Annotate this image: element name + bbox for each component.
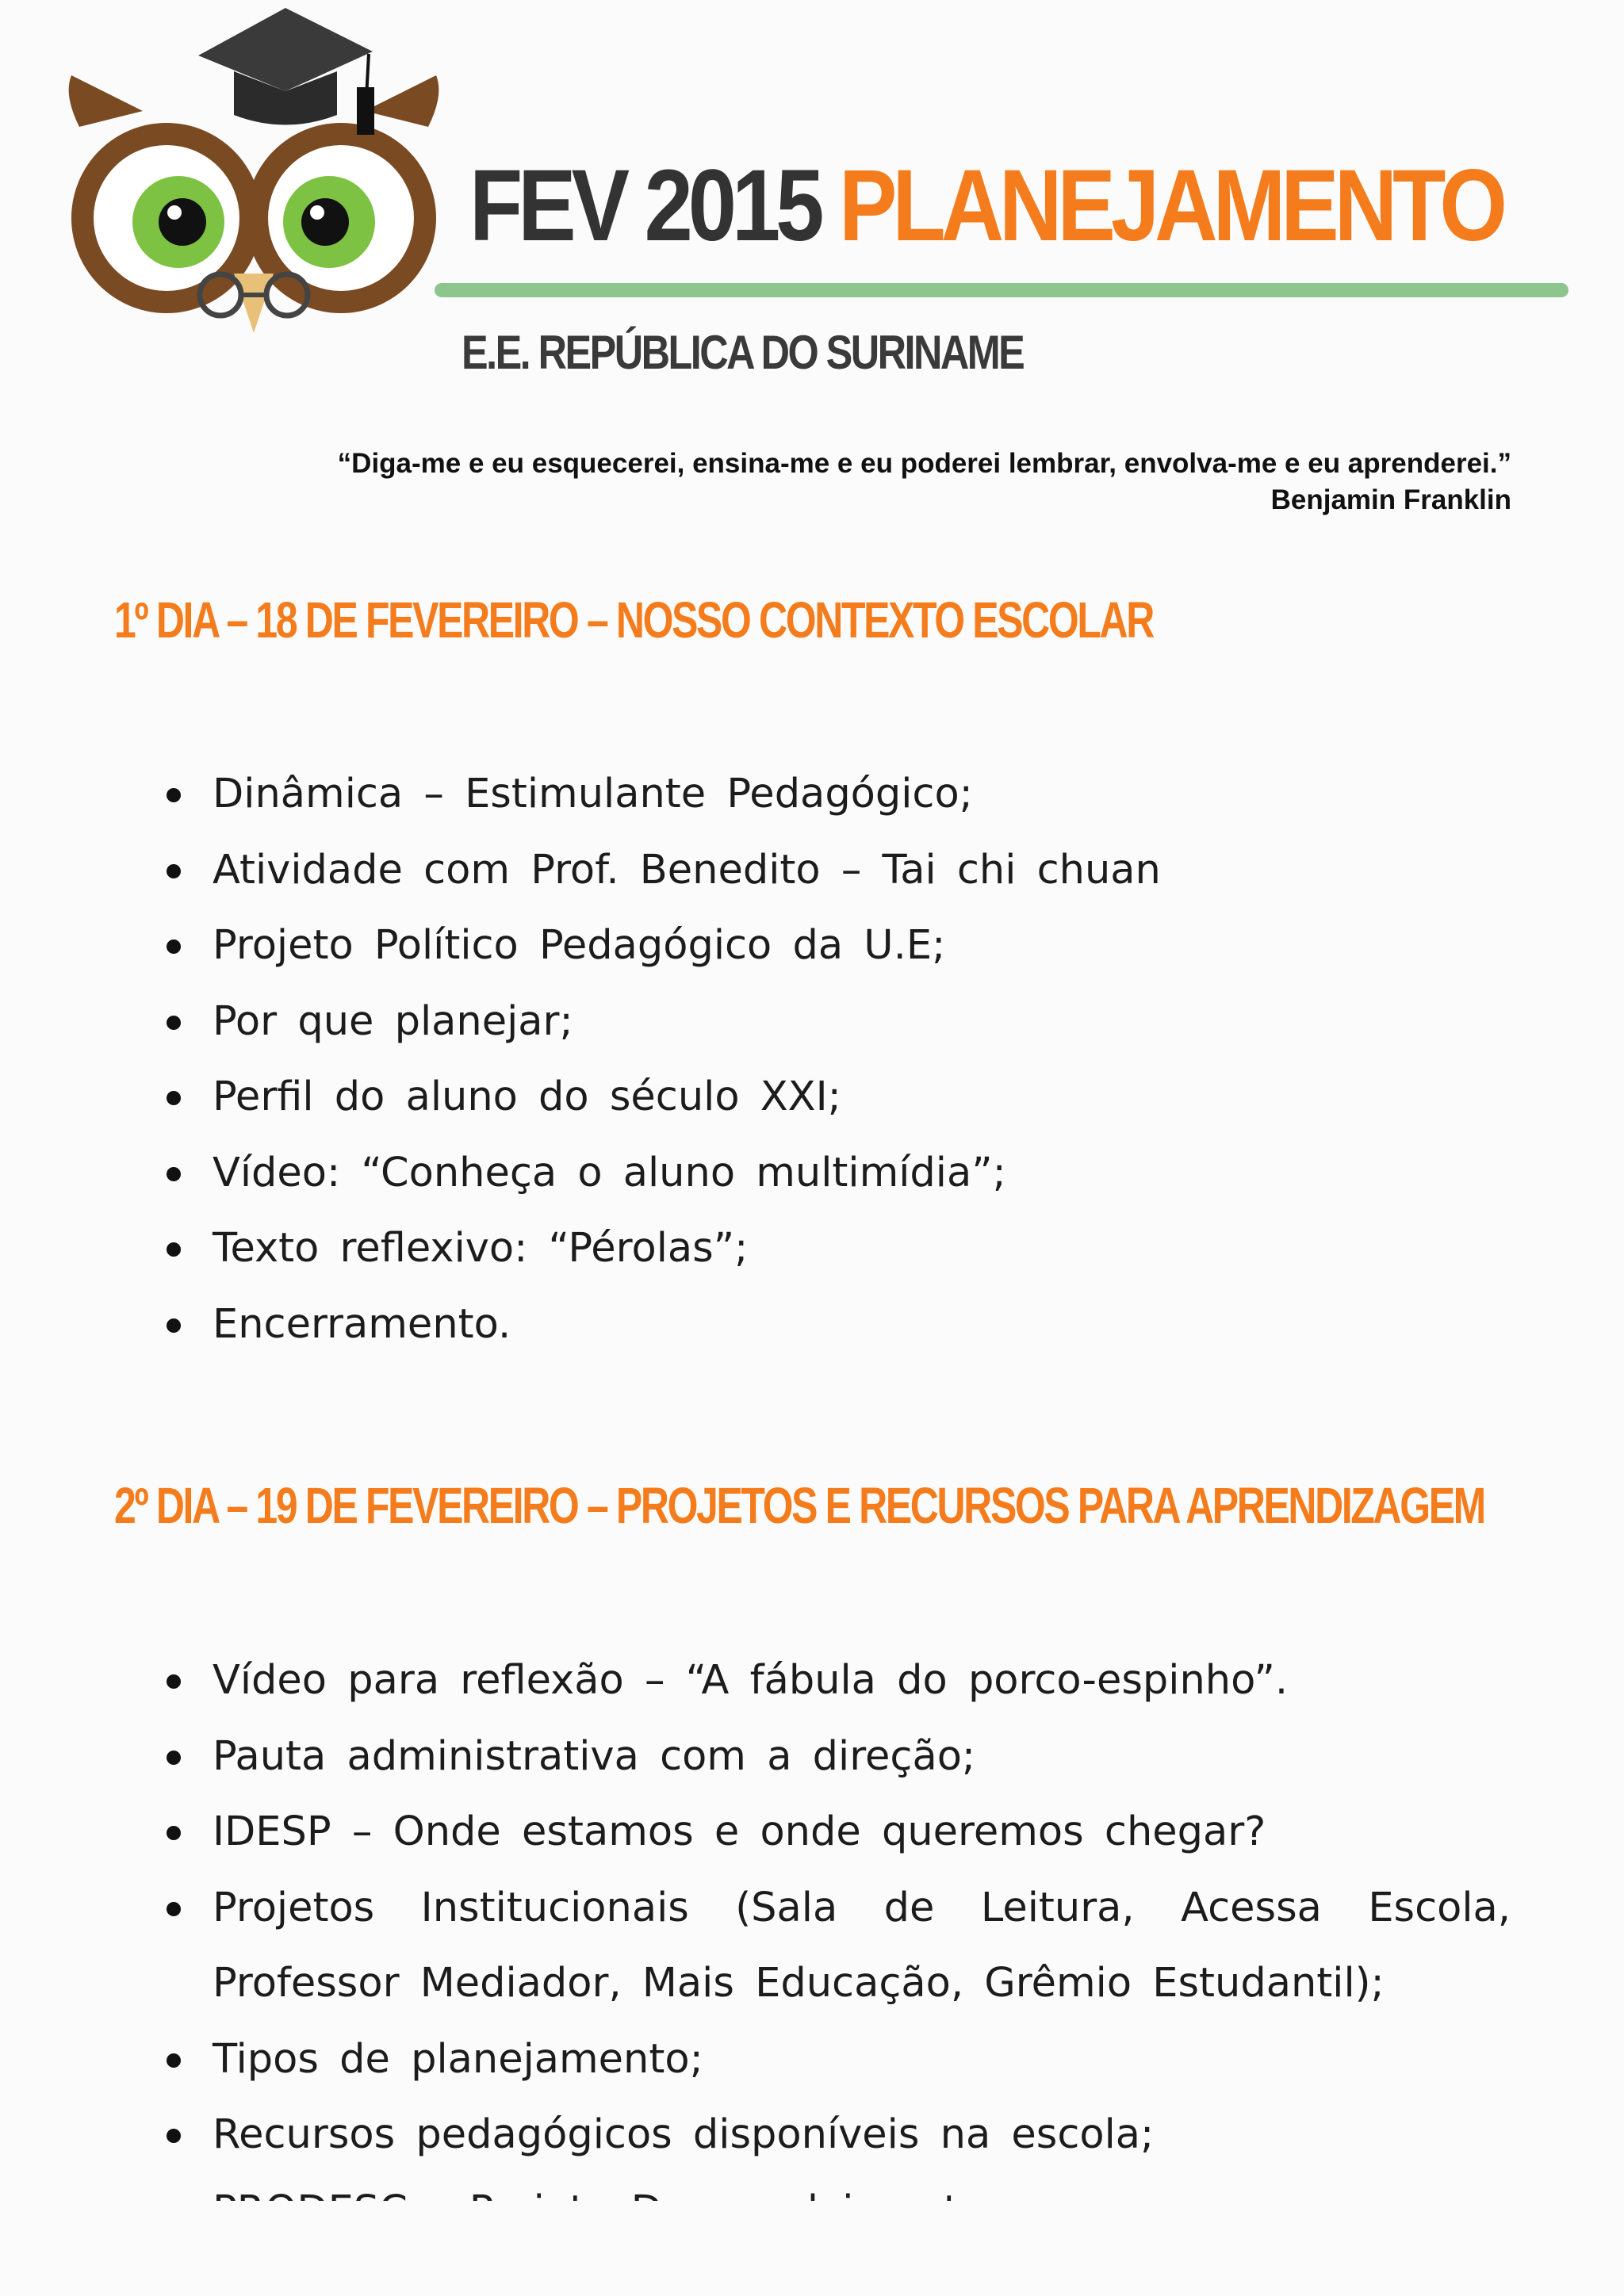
day2-agenda-list xyxy=(0,1643,1511,2248)
list-item-text: Perfil do aluno do século XXI; xyxy=(213,1073,841,1120)
bullet-icon xyxy=(167,1674,181,1689)
list-item-text: Projetos Institucionais (Sala de Leitura, Acessa Escola, Professor Mediador, Mais Educação, Grêmio Estudantil); xyxy=(213,1884,1511,2007)
bullet-icon xyxy=(167,1242,181,1257)
list-item xyxy=(0,1287,1511,1363)
list-item-text: IDESP – Onde estamos e onde queremos chegar? xyxy=(213,1808,1266,1855)
bullet-icon xyxy=(167,1826,181,1840)
list-item-text: Pauta administrativa com a direção; xyxy=(213,1732,976,1780)
bullet-icon xyxy=(167,1318,181,1333)
list-item xyxy=(0,1135,1511,1211)
day1-agenda-list xyxy=(0,756,1511,1362)
list-item xyxy=(0,1870,1511,2022)
list-item-text: Encerramento. xyxy=(213,1300,511,1348)
school-name: E.E. REPÚBLICA DO SURINAME xyxy=(462,326,1024,379)
list-item xyxy=(0,1794,1511,1870)
bullet-icon xyxy=(167,1751,181,1765)
bullet-icon xyxy=(167,939,181,954)
bullet-icon xyxy=(167,1091,181,1105)
page-title xyxy=(469,151,1503,262)
owl-with-graduation-cap-icon xyxy=(48,8,460,357)
quote-text: “Diga-me e eu esquecerei, ensina-me e eu poderei lembrar, envolva-me e eu aprenderei.” xyxy=(337,448,1511,479)
list-item xyxy=(0,984,1511,1060)
list-item xyxy=(0,1059,1511,1135)
list-item xyxy=(0,1643,1511,1719)
list-item-text: Texto reflexivo: “Pérolas”; xyxy=(213,1225,749,1272)
list-item-text: Dinâmica – Estimulante Pedagógico; xyxy=(213,771,973,817)
list-item xyxy=(0,2022,1511,2098)
quote-author: Benjamin Franklin xyxy=(1270,484,1511,515)
bullet-icon xyxy=(167,2053,181,2068)
title-highlight: PLANEJAMENTO xyxy=(838,149,1503,262)
list-item xyxy=(0,2097,1511,2173)
bullet-icon xyxy=(167,864,181,878)
list-item-text: Tipos de planejamento; xyxy=(213,2035,703,2083)
bullet-icon xyxy=(167,1016,181,1030)
bullet-icon xyxy=(167,1167,181,1181)
list-item xyxy=(0,832,1511,909)
list-item-text: Projeto Político Pedagógico da U.E; xyxy=(213,922,946,969)
page-cutoff xyxy=(0,2201,1624,2296)
list-item xyxy=(0,908,1511,984)
title-prefix: FEV 2015 xyxy=(469,149,820,262)
list-item xyxy=(0,1211,1511,1287)
day1-heading: 1º DIA – 18 DE FEVEREIRO – NOSSO CONTEXTO ESCOLAR xyxy=(114,591,1153,649)
day2-heading: 2º DIA – 19 DE FEVEREIRO – PROJETOS E RECURSOS PARA APRENDIZAGEM xyxy=(114,1477,1484,1534)
list-item-text: Vídeo: “Conheça o aluno multimídia”; xyxy=(213,1149,1006,1196)
quote-block xyxy=(84,446,1511,519)
bullet-icon xyxy=(167,2129,181,2143)
list-item-text: Recursos pedagógicos disponíveis na escola; xyxy=(213,2111,1155,2158)
list-item-text: Atividade com Prof. Benedito – Tai chi chuan xyxy=(213,846,1161,894)
list-item xyxy=(0,756,1511,832)
bullet-icon xyxy=(167,788,181,802)
bullet-icon xyxy=(167,1902,181,1916)
list-item-text: Por que planejar; xyxy=(213,997,573,1045)
list-item-text: Vídeo para reflexão – “A fábula do porco-espinho”. xyxy=(213,1657,1289,1704)
list-item xyxy=(0,1719,1511,1795)
header-divider xyxy=(435,283,1568,297)
